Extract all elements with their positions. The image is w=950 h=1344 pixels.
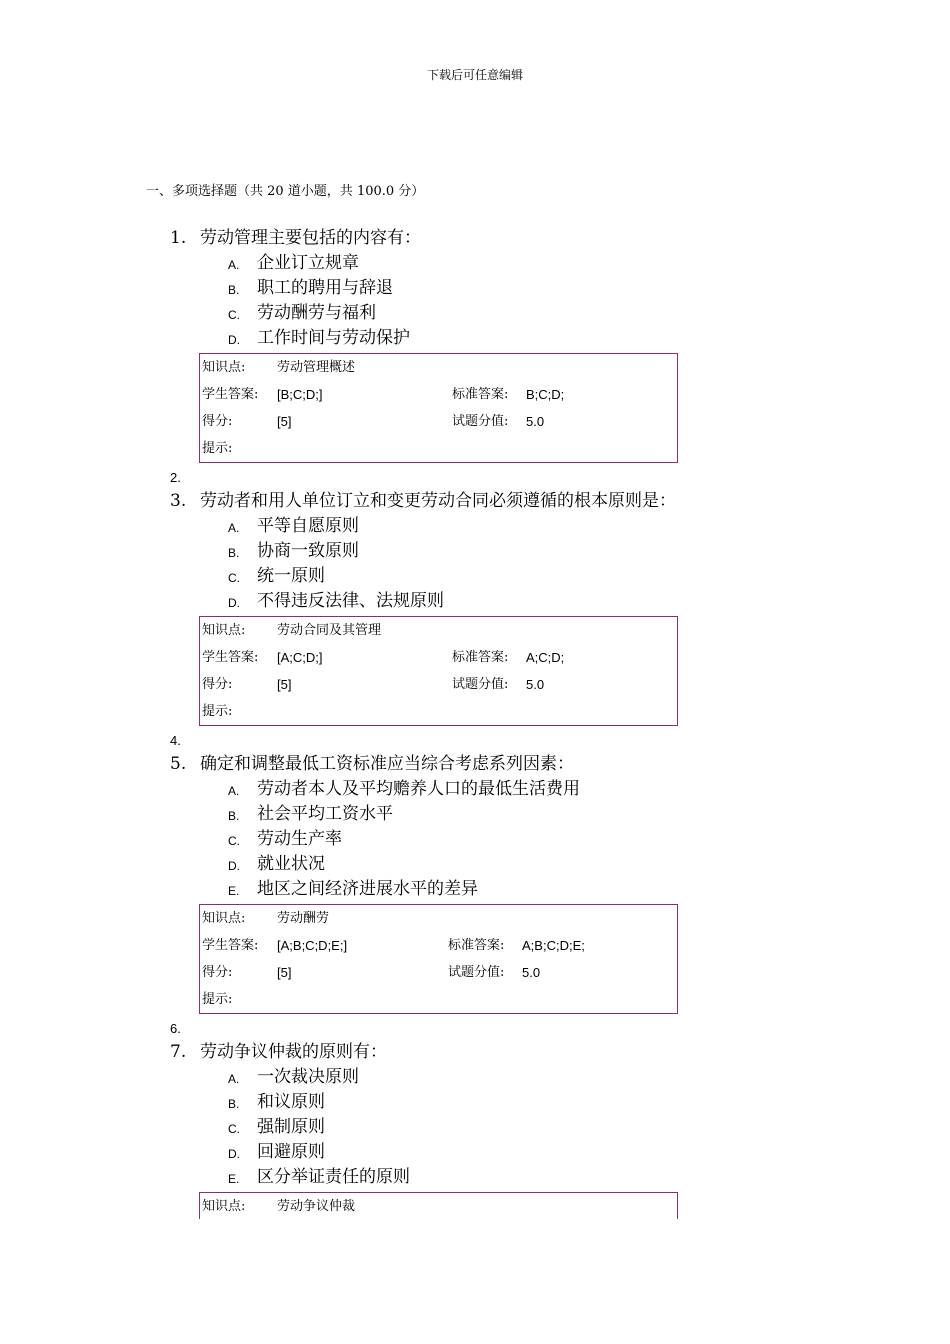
option-letter: B. [228,283,240,297]
option-c [0,301,950,326]
option-letter: C. [228,308,240,322]
option-letter: A. [228,784,240,798]
option-d [0,589,950,614]
option-d [0,326,950,351]
option-text: 劳动者本人及平均赡养人口的最低生活费用 [257,779,580,799]
question-text: 劳动者和用人单位订立和变更劳动合同必须遵循的根本原则是： [200,491,676,511]
header-note: 下载后可任意编辑 [426,68,523,82]
question-number: 6. [170,1021,181,1036]
knowledge-value: 劳动争议仲裁 [277,1199,356,1214]
knowledge-row [200,617,677,644]
knowledge-value: 劳动管理概述 [277,360,356,375]
option-a [0,1065,950,1090]
question-7 [0,1040,950,1065]
hint-row [200,435,677,462]
option-text: 一次裁决原则 [257,1067,359,1087]
item-value-label: 试题分值: [448,965,505,980]
option-text: 和议原则 [257,1092,325,1112]
item-value-value: 5.0 [522,965,541,980]
knowledge-label: 知识点: [202,360,246,375]
question-number: 2. [170,470,181,485]
option-b [0,1090,950,1115]
standard-answer-value: B;C;D; [526,387,565,402]
student-answer-value: [B;C;D;] [277,387,323,402]
hint-row [200,986,677,1013]
hint-label: 提示: [202,441,233,456]
option-letter: B. [228,546,240,560]
option-text: 劳动生产率 [257,829,342,849]
knowledge-value: 劳动酬劳 [277,911,330,926]
question-1 [0,226,950,251]
knowledge-row [200,905,677,932]
option-letter: A. [228,258,240,272]
item-value-label: 试题分值: [452,677,509,692]
option-text: 统一原则 [257,566,325,586]
answer-row [200,644,677,671]
hint-label: 提示: [202,992,233,1007]
option-d [0,1140,950,1165]
question-2-placeholder [0,463,950,489]
option-c [0,564,950,589]
answer-info-box [199,616,678,726]
option-b [0,802,950,827]
question-4-placeholder [0,726,950,752]
option-letter: C. [228,571,240,585]
question-6-placeholder [0,1014,950,1040]
option-text: 不得违反法律、法规原则 [257,591,444,611]
option-letter: B. [228,1097,240,1111]
standard-answer-value: A;C;D; [526,650,565,665]
option-text: 地区之间经济进展水平的差异 [257,879,478,899]
question-list [0,226,950,1219]
standard-answer-label: 标准答案: [452,387,509,402]
question-text: 确定和调整最低工资标准应当综合考虑系列因素： [200,754,574,774]
answer-row [200,381,677,408]
knowledge-row [200,1193,677,1220]
student-answer-label: 学生答案: [202,387,259,402]
option-text: 区分举证责任的原则 [257,1167,410,1187]
option-letter: D. [228,1147,240,1161]
option-text: 社会平均工资水平 [257,804,393,824]
option-text: 劳动酬劳与福利 [257,303,376,323]
student-answer-label: 学生答案: [202,650,259,665]
option-c [0,1115,950,1140]
standard-answer-label: 标准答案: [448,938,505,953]
hint-label: 提示: [202,704,233,719]
knowledge-value: 劳动合同及其管理 [277,623,382,638]
knowledge-label: 知识点: [202,1199,246,1214]
score-value: [5] [277,677,292,692]
student-answer-label: 学生答案: [202,938,259,953]
option-letter: E. [228,884,240,898]
option-letter: B. [228,809,240,823]
item-value-value: 5.0 [526,677,545,692]
score-label: 得分: [202,677,233,692]
question-number: 3. [170,491,187,511]
option-text: 回避原则 [257,1142,325,1162]
question-text: 劳动争议仲裁的原则有： [200,1042,387,1062]
option-letter: D. [228,333,240,347]
option-text: 职工的聘用与辞退 [257,278,393,298]
option-d [0,852,950,877]
knowledge-label: 知识点: [202,911,246,926]
score-row [200,408,677,435]
question-number: 7. [170,1042,187,1062]
question-number: 4. [170,733,181,748]
score-label: 得分: [202,414,233,429]
option-letter: D. [228,596,240,610]
student-answer-value: [A;B;C;D;E;] [277,938,348,953]
option-letter: D. [228,859,240,873]
option-e [0,877,950,902]
option-text: 企业订立规章 [257,253,359,273]
score-value: [5] [277,965,292,980]
option-text: 工作时间与劳动保护 [257,328,410,348]
option-text: 就业状况 [257,854,325,874]
option-a [0,514,950,539]
hint-row [200,698,677,725]
option-text: 平等自愿原则 [257,516,359,536]
standard-answer-value: A;B;C;D;E; [522,938,585,953]
option-a [0,777,950,802]
option-text: 协商一致原则 [257,541,359,561]
answer-row [200,932,677,959]
answer-info-box [199,904,678,1014]
item-value-value: 5.0 [526,414,545,429]
option-letter: A. [228,1072,240,1086]
score-label: 得分: [202,965,233,980]
item-value-label: 试题分值: [452,414,509,429]
answer-info-box [199,353,678,463]
option-b [0,276,950,301]
section-title: 一、多项选择题（共 20 道小题，共 100.0 分） [146,184,425,199]
score-row [200,671,677,698]
question-5 [0,752,950,777]
option-b [0,539,950,564]
score-row [200,959,677,986]
score-value: [5] [277,414,292,429]
standard-answer-label: 标准答案: [452,650,509,665]
student-answer-value: [A;C;D;] [277,650,323,665]
question-number: 5. [170,754,187,774]
option-letter: C. [228,834,240,848]
option-a [0,251,950,276]
option-c [0,827,950,852]
knowledge-row [200,354,677,381]
answer-info-box [199,1192,678,1219]
question-text: 劳动管理主要包括的内容有： [200,228,421,248]
option-e [0,1165,950,1190]
option-letter: C. [228,1122,240,1136]
option-letter: A. [228,521,240,535]
knowledge-label: 知识点: [202,623,246,638]
question-3 [0,489,950,514]
option-text: 强制原则 [257,1117,325,1137]
option-letter: E. [228,1172,240,1186]
question-number: 1. [170,228,187,248]
